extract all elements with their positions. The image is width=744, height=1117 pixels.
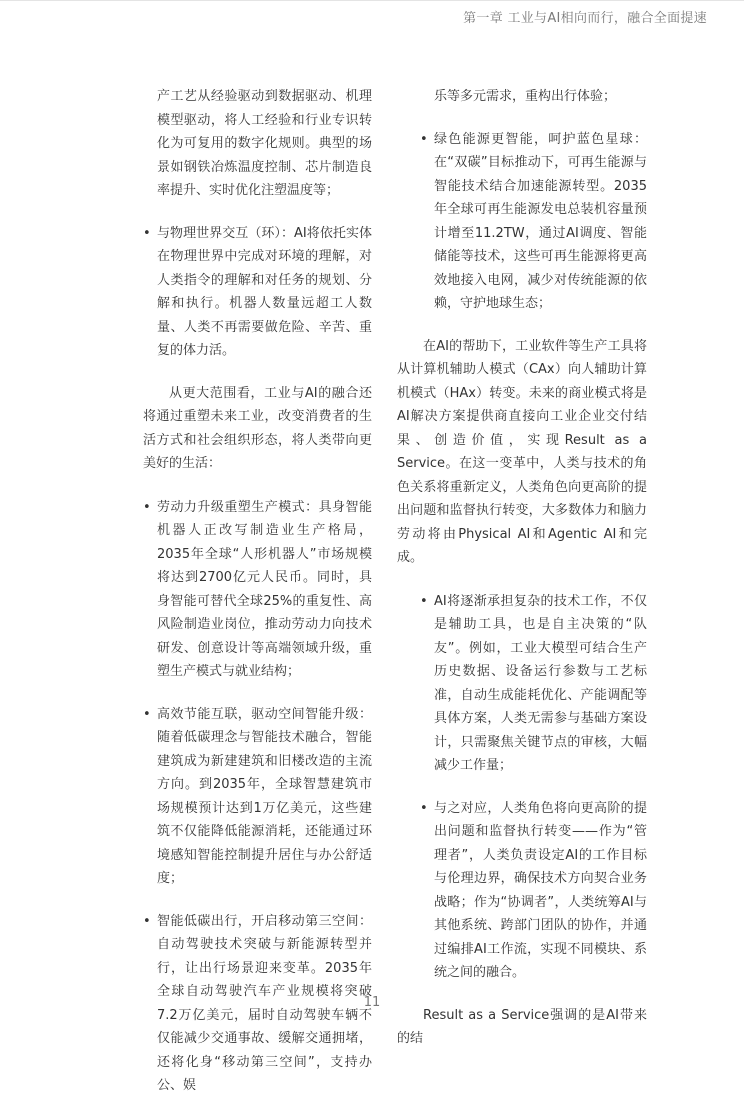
- bullet-dot: •: [143, 706, 151, 722]
- bullet-dot: •: [420, 131, 428, 147]
- body-paragraph: 从更大范围看，工业与AI的融合还将通过重塑未来工业，改变消费者的生活方式和社会组织形态，将人类带向更美好的生活：: [143, 385, 372, 471]
- bullet-text: 高效节能互联，驱动空间智能升级：随着低碳理念与智能技术融合，智能建筑成为新建建筑和旧楼改造的主流方向。到2035年，全球智慧建筑市场规模预计达到1万亿美元，这些建筑不仅能降低能源消耗，还能通过环境感知智能控制提升居住与办公舒适度；: [157, 706, 372, 886]
- left-column: [143, 85, 372, 1117]
- bullet-item: [143, 222, 372, 363]
- bullet-dot: •: [143, 499, 151, 515]
- continued-bullet-text: 乐等多元需求，重构出行体验；: [434, 89, 617, 104]
- bullet-dot: •: [143, 225, 151, 241]
- running-header: 第一章 工业与AI相向而行，融合全面提速: [463, 11, 707, 26]
- bullet-dot: •: [420, 593, 428, 609]
- body-paragraph: 在AI的帮助下，工业软件等生产工具将从计算机辅助人模式（CAx）向人辅助计算机模式（HAx）转变。未来的商业模式将是AI解决方案提供商直接向工业企业交付结果、创造价值，实现Result as a Service。在这一变革中，人类与技术的角色关系将重新定义，人类角色向更高阶的提出问题和监督执行转变，大多数体力和脑力劳动将由Physical AI和Agentic AI和完成。: [397, 338, 647, 565]
- bullet-text: AI将逐渐承担复杂的技术工作，不仅是辅助工具，也是自主决策的“队友”。例如，工业大模型可结合生产历史数据、设备运行参数与工艺标准，自动生成能耗优化、产能调配等具体方案，人类无需参与基础方案设计，只需聚焦关键节点的审核，大幅减少工作量；: [434, 593, 647, 773]
- bullet-dot: •: [420, 800, 428, 816]
- bullet-item: [143, 496, 372, 684]
- bullet-dot: •: [143, 913, 151, 929]
- body-paragraph: Result as a Service强调的是AI带来的结: [397, 1007, 647, 1046]
- right-column: [397, 85, 647, 1071]
- bullet-text: 与之对应，人类角色将向更高阶的提出问题和监督执行转变——作为“管理者”，人类负责设定AI的工作目标与伦理边界，确保技术方向契合业务战略；作为“协调者”，人类统筹AI与其他系统、跨部门团队的协作，并通过编排AI工作流，实现不同模块、系统之间的融合。: [434, 800, 647, 980]
- bullet-item: [420, 590, 647, 778]
- bullet-text: 劳动力升级重塑生产模式：具身智能机器人正改写制造业生产格局，2035年全球“人形机器人”市场规模将达到2700亿元人民币。同时，具身智能可替代全球25%的重复性、高风险制造业岗位，推动劳动力向技术研发、创意设计等高端领域升级，重塑生产模式与就业结构；: [157, 499, 372, 679]
- continued-bullet-text: 产工艺从经验驱动到数据驱动、机理模型驱动，将人工经验和行业专识转化为可复用的数字化规则。典型的场景如钢铁冶炼温度控制、芯片制造良率提升、实时优化注塑温度等；: [157, 89, 372, 198]
- bullet-item: [143, 703, 372, 891]
- bullet-text: 与物理世界交互（环）：AI将依托实体在物理世界中完成对环境的理解，对人类指令的理解和对任务的规划、分解和执行。机器人数量远超工人数量、人类不再需要做危险、辛苦、重复的体力活。: [157, 225, 372, 358]
- page-number: 11: [363, 995, 381, 1010]
- bullet-text: 绿色能源更智能，呵护蓝色星球：在“双碳”目标推动下，可再生能源与智能技术结合加速能源转型。2035年全球可再生能源发电总装机容量预计增至11.2TW，通过AI调度、智能储能等技术，这些可再生能源将更高效地接入电网，减少对传统能源的依赖，守护地球生态；: [434, 131, 647, 311]
- bullet-item: [420, 797, 647, 985]
- bullet-text: 智能低碳出行，开启移动第三空间：自动驾驶技术突破与新能源转型并行，让出行场景迎来变革。2035年全球自动驾驶汽车产业规模将突破7.2万亿美元，届时自动驾驶车辆不仅能减少交通事故、缓解交通拥堵，还将化身“移动第三空间”，支持办公、娱: [157, 913, 372, 1093]
- bullet-item: [420, 128, 647, 316]
